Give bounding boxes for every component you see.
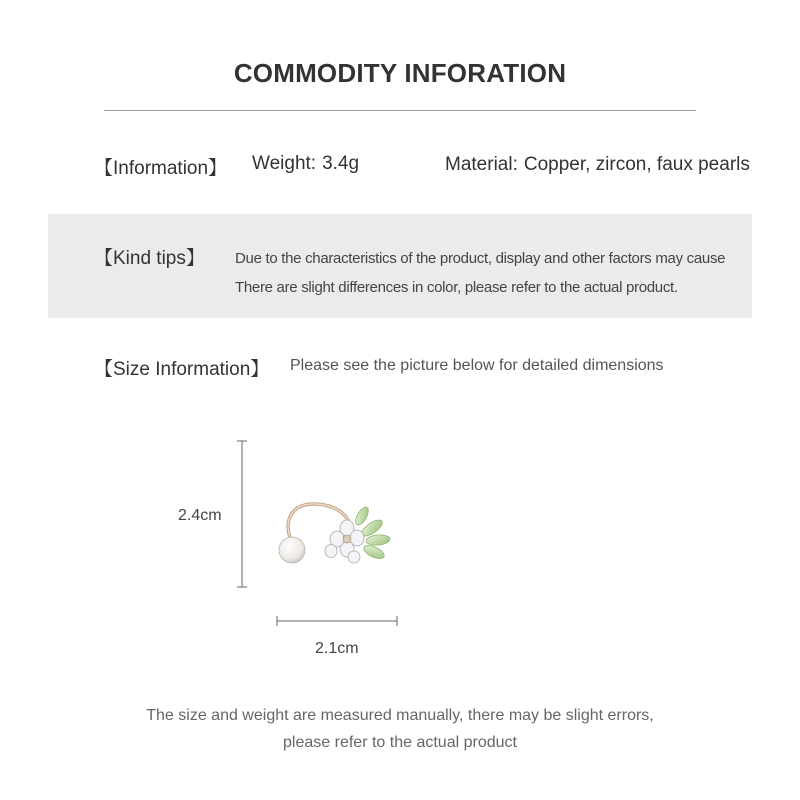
disclaimer xyxy=(0,702,800,756)
information-label: 【Information】 xyxy=(94,158,228,179)
weight-value: 3.4g xyxy=(322,153,360,174)
kind-tips-line-1: Due to the characteristics of the product, display and other factors may cause xyxy=(235,250,726,267)
disclaimer-line-2: please refer to the actual product xyxy=(283,734,517,751)
width-dimension-line xyxy=(277,616,397,626)
size-information-label: 【Size Information】 xyxy=(94,359,270,380)
kind-tips-label: 【Kind tips】 xyxy=(94,248,205,269)
weight-label: Weight: xyxy=(252,153,317,174)
material-label: Material: xyxy=(445,154,518,175)
height-measurement: 2.4cm xyxy=(178,507,222,524)
disclaimer-line-1: The size and weight are measured manually, there may be slight errors, xyxy=(146,707,654,724)
size-information-note: Please see the picture below for detailed dimensions xyxy=(290,357,664,374)
kind-tips-line-2: There are slight differences in color, please refer to the actual product. xyxy=(235,279,678,296)
material-value: Copper, zircon, faux pearls xyxy=(523,154,750,175)
height-dimension-line xyxy=(237,441,247,587)
width-measurement: 2.1cm xyxy=(315,640,359,657)
ring-image xyxy=(279,504,390,563)
page-title: COMMODITY INFORATION xyxy=(233,58,567,88)
